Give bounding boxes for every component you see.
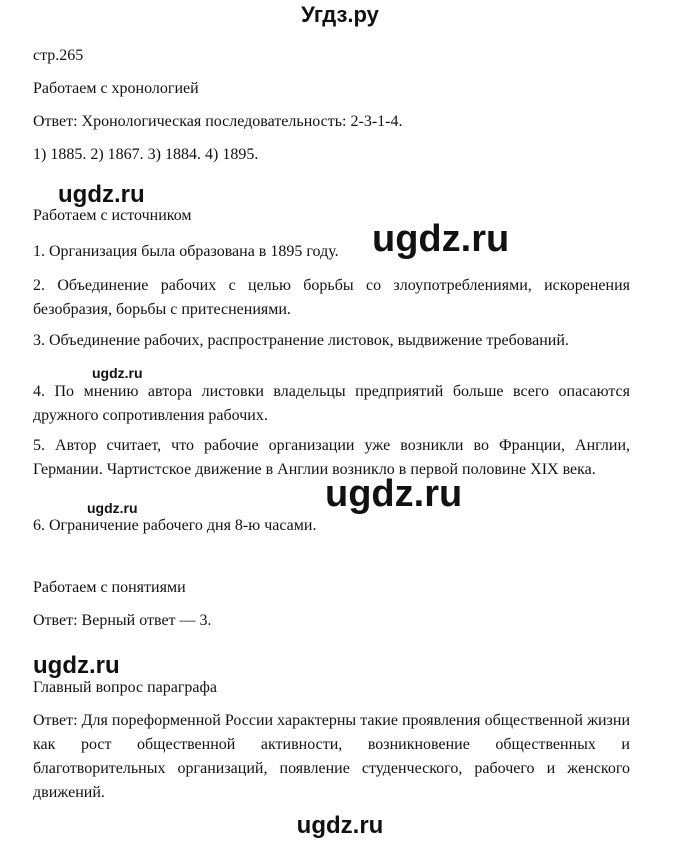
source-answer-4: 4. По мнению автора листовки владельцы предприятий больше всего опасаются дружного сопротивления рабочих. [33,383,630,424]
watermark: ugdz.ru [58,181,145,208]
chronology-dates: 1) 1885. 2) 1867. 3) 1884. 4) 1895. [33,146,259,163]
source-answer-2: 2. Объединение рабочих с целью борьбы со злоупотреблениями, искоренения безобразия, борьбы с притеснениями. [33,277,630,318]
watermark: ugdz.ru [92,365,143,381]
source-answer-1: 1. Организация была образована в 1895 году. [33,243,339,260]
watermark: ugdz.ru [33,652,120,679]
watermark: ugdz.ru [372,218,510,260]
chronology-answer: Ответ: Хронологическая последовательность: 2-3-1-4. [33,113,403,130]
source-answer-6: 6. Ограничение рабочего дня 8-ю часами. [33,517,317,534]
source-answer-3: 3. Объединение рабочих, распространение листовок, выдвижение требований. [33,332,569,349]
source-answer-5: 5. Автор считает, что рабочие организации уже возникли во Франции, Англии, Германии. Чартистское движение в Англии возникло в первой половине XIX века. [33,437,630,478]
watermark: ugdz.ru [87,500,138,516]
concepts-answer: Ответ: Верный ответ — 3. [33,612,212,629]
section-heading-main-question: Главный вопрос параграфа [33,679,217,696]
page-reference: стр.265 [33,47,84,64]
main-question-answer: Ответ: Для пореформенной России характерны такие проявления общественной жизни как рост общественной активности, возникновение общественных и благотворительных организаций, появление студенческого, рабочего и женского движений. [33,712,630,801]
watermark-footer: ugdz.ru [296,812,384,839]
section-heading-source: Работаем с источником [33,207,192,224]
watermark: ugdz.ru [325,473,463,515]
site-title: Угдз.ру [301,2,379,27]
section-heading-chronology: Работаем с хронологией [33,80,199,97]
section-heading-concepts: Работаем с понятиями [33,579,186,596]
